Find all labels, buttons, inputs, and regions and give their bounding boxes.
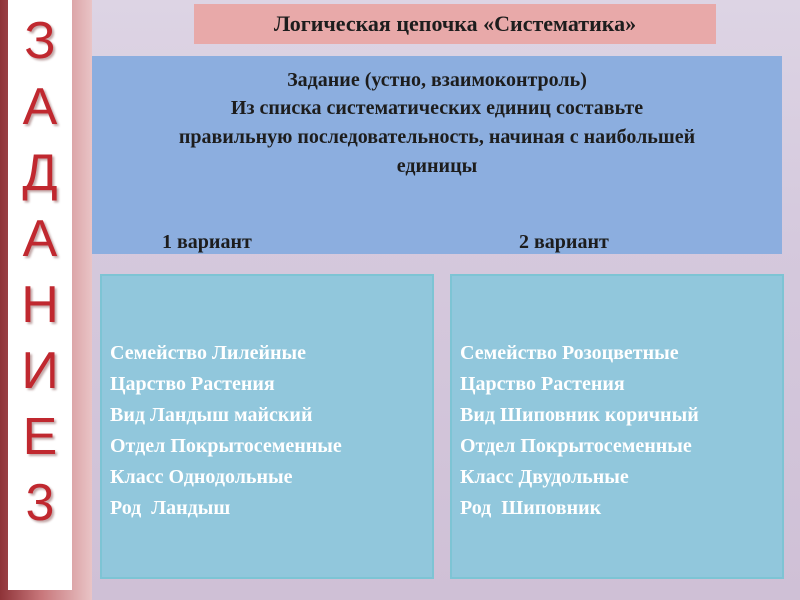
side-word (8, 8, 72, 536)
list-item: Царство Растения (460, 373, 625, 395)
list-item: Отдел Покрытосеменные (460, 435, 692, 457)
task-line: Из списка систематических единиц составьте (230, 97, 644, 119)
side-letter: А (22, 78, 58, 136)
side-letter: Н (21, 276, 59, 334)
task-box (92, 56, 782, 254)
variant-2-card (450, 274, 784, 579)
variant-2-list (460, 338, 699, 524)
task-line: единицы (396, 155, 478, 177)
list-item: Род Шиповник (460, 497, 602, 519)
side-letter: Д (22, 144, 58, 202)
variant-2-label: 2 вариант (519, 231, 609, 253)
list-item: Семейство Лилейные (110, 342, 307, 364)
side-letter: А (22, 210, 58, 268)
variant-1-list (110, 338, 342, 524)
list-item: Класс Двудольные (460, 466, 629, 488)
list-item: Семейство Розоцветные (460, 342, 679, 364)
list-item: Царство Растения (110, 373, 275, 395)
variant-1-card (100, 274, 434, 579)
task-heading: Задание (устно, взаимоконтроль) (287, 69, 587, 91)
side-letter: Е (22, 408, 58, 466)
variant-1-label: 1 вариант (162, 231, 252, 253)
list-item: Отдел Покрытосеменные (110, 435, 342, 457)
task-text (92, 94, 782, 181)
task-line: правильную последовательность, начиная с наибольшей (178, 126, 696, 148)
side-letter: 3 (25, 474, 55, 532)
list-item: Вид Ландыш майский (110, 404, 313, 426)
side-letter: И (21, 342, 59, 400)
list-item: Род Ландыш (110, 497, 231, 519)
side-letter: З (24, 12, 56, 70)
slide-title: Логическая цепочка «Систематика» (194, 4, 716, 44)
list-item: Вид Шиповник коричный (460, 404, 699, 426)
list-item: Класс Однодольные (110, 466, 293, 488)
